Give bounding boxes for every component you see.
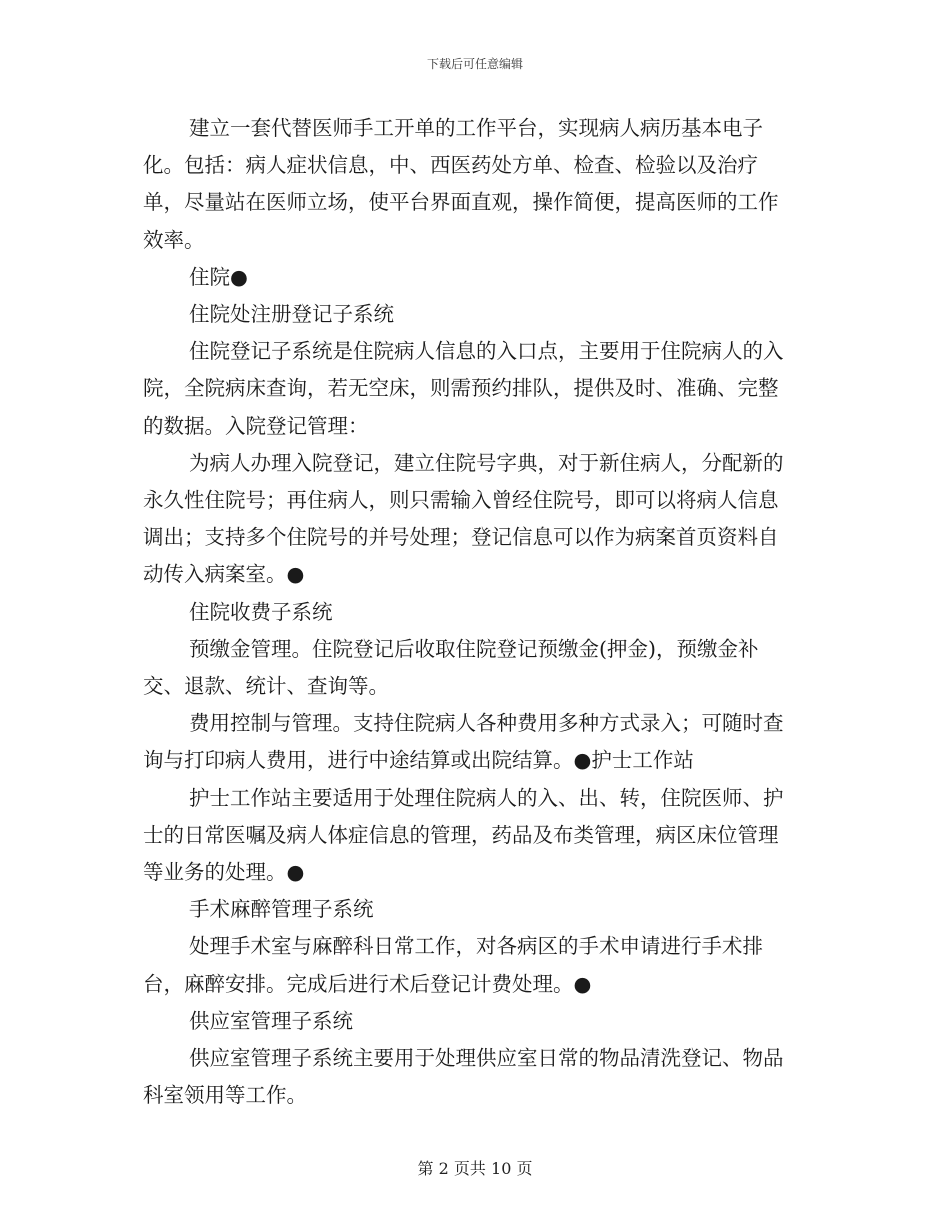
- footer-suffix: 页: [516, 1159, 533, 1178]
- paragraph-registration: 住院登记子系统是住院病人信息的入口点，主要用于住院病人的入院，全院病床查询，若无空床，则需预约排队，提供及时、准确、完整的数据。入院登记管理：: [143, 339, 784, 438]
- paragraph-intro: 建立一套代替医师手工开单的工作平台，实现病人病历基本电子化。包括：病人症状信息，中、西医药处方单、检查、检验以及治疗单，尽量站在医师立场，使平台界面直观，操作简便，提高医师的工作效率。: [143, 116, 779, 252]
- subsection-heading-registration: 住院处注册登记子系统: [189, 302, 394, 327]
- paragraph-nurse-station: 护士工作站主要适用于处理住院病人的入、出、转，住院医师、护士的日常医嘱及病人体症信息的管理，药品及布类管理，病区床位管理等业务的处理。●: [143, 785, 784, 885]
- paragraph-deposit: 预缴金管理。住院登记后收取住院登记预缴金(押金)，预缴金补交、退款、统计、查询等。: [143, 636, 759, 699]
- paragraph-surgery: 处理手术室与麻醉科日常工作，对各病区的手术申请进行手术排台，麻醉安排。完成后进行术后登记计费处理。●: [143, 934, 763, 996]
- footer-prefix: 第: [417, 1159, 434, 1178]
- page-header: 下载后可任意编辑: [426, 57, 523, 71]
- document-body: [143, 110, 793, 1114]
- paragraph-admission: 为病人办理入院登记，建立住院号字典，对于新住病人，分配新的永久性住院号；再住病人，则只需输入曾经住院号，即可以将病人信息调出；支持多个住院号的并号处理；登记信息可以作为病案首页资料自动传入病案室。●: [143, 450, 784, 587]
- footer-page-number: 2: [438, 1159, 449, 1178]
- subsection-heading-supply: 供应室管理子系统: [189, 1008, 353, 1033]
- subsection-heading-surgery: 手术麻醉管理子系统: [189, 897, 374, 922]
- footer-total-pages: 10: [491, 1159, 512, 1178]
- footer-middle: 页共: [453, 1159, 486, 1178]
- section-heading-inpatient: 住院●: [189, 264, 248, 289]
- subsection-heading-billing: 住院收费子系统: [189, 599, 333, 624]
- paragraph-supply: 供应室管理子系统主要用于处理供应室日常的物品清洗登记、物品科室领用等工作。: [143, 1046, 784, 1108]
- paragraph-cost-control: 费用控制与管理。支持住院病人各种费用多种方式录入；可随时查询与打印病人费用，进行中途结算或出院结算。●护士工作站: [143, 711, 784, 773]
- page-footer: [0, 1156, 950, 1179]
